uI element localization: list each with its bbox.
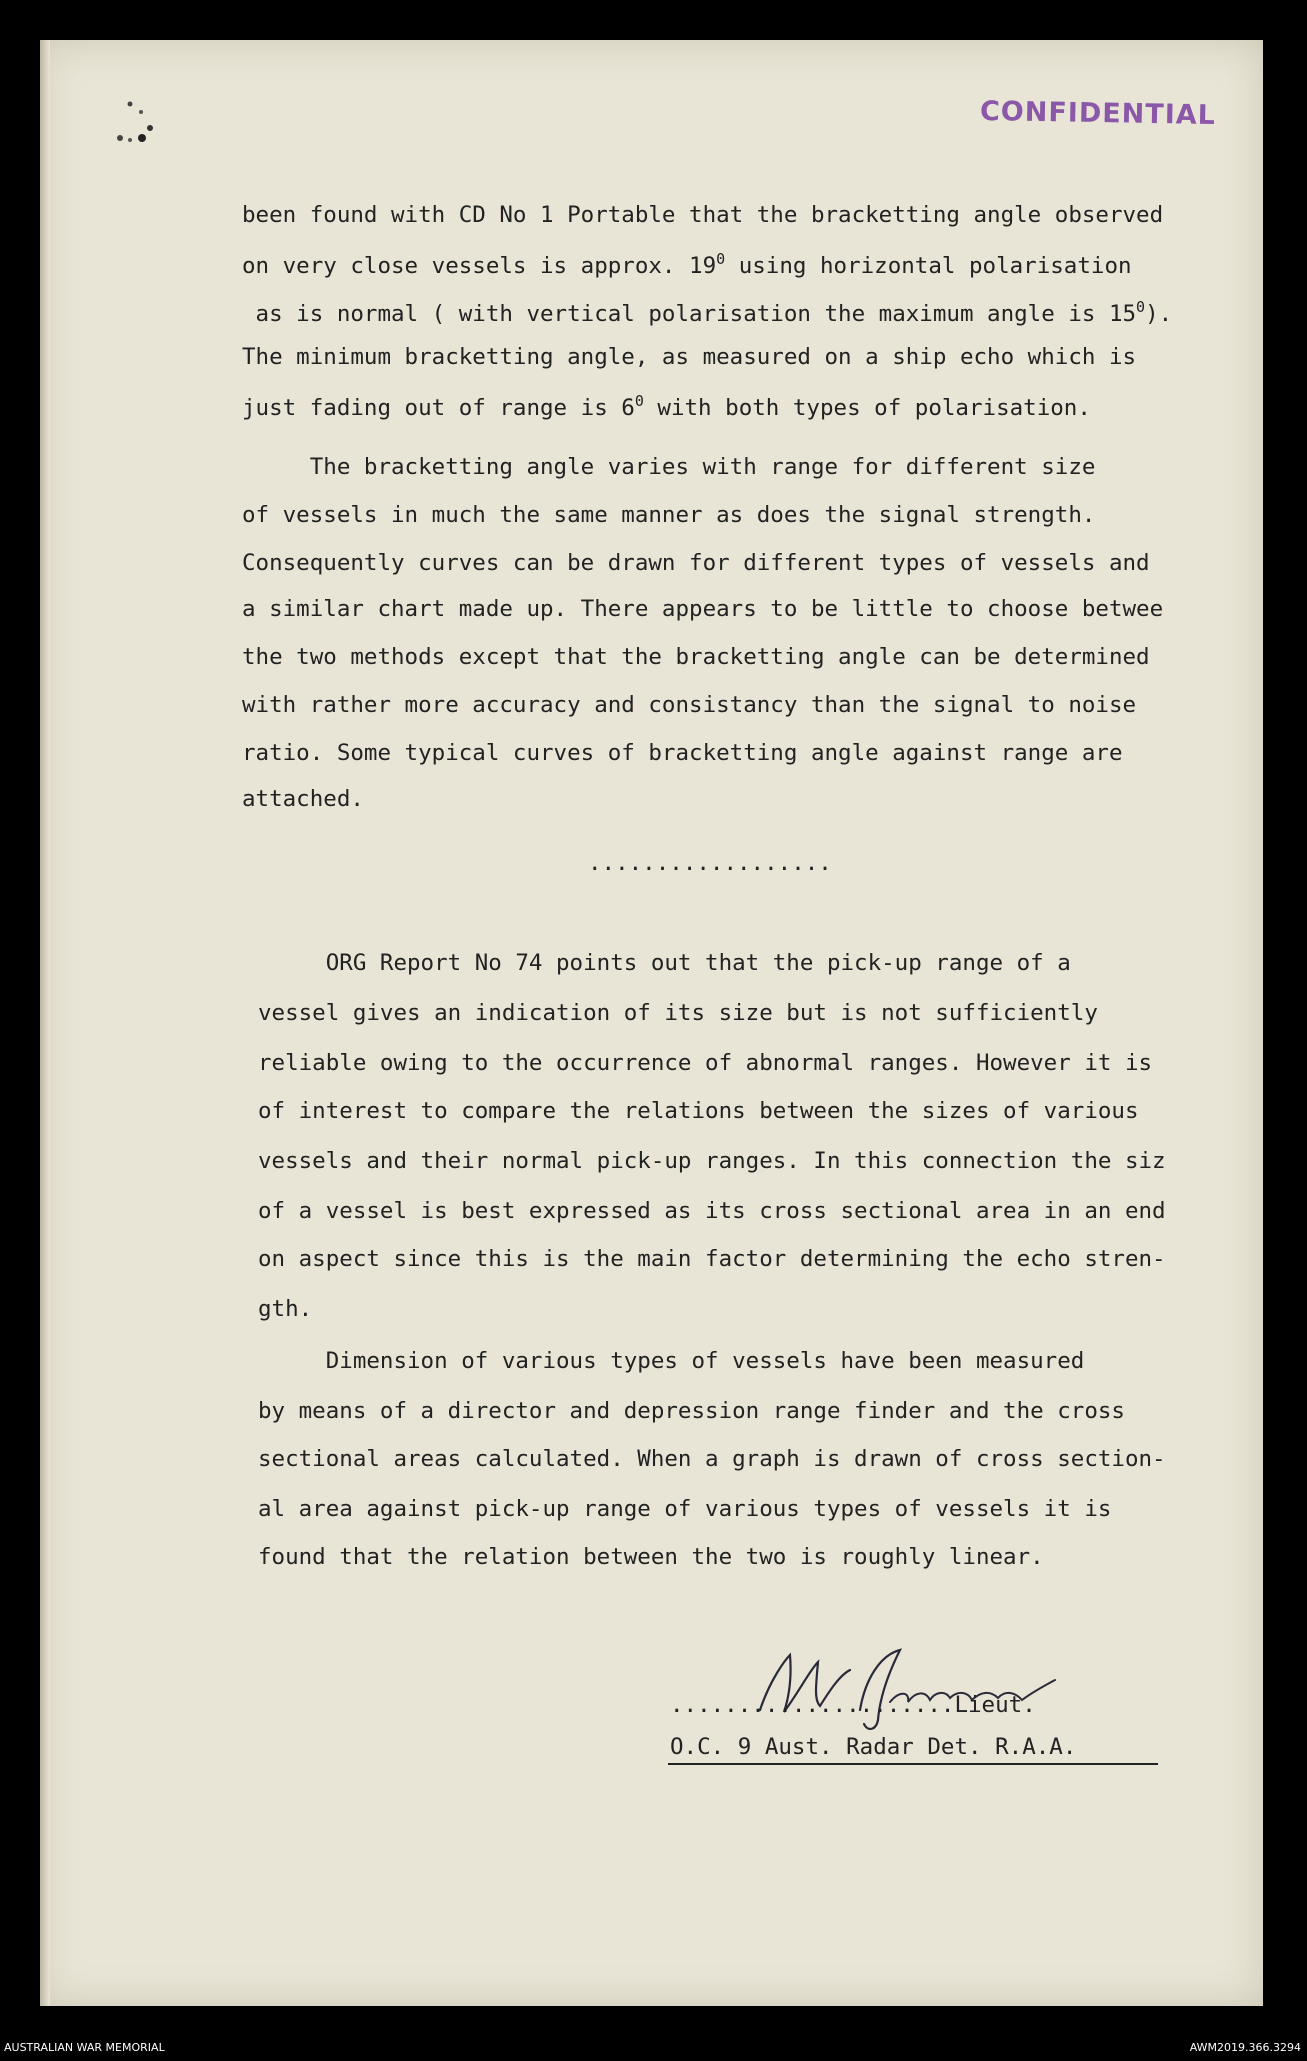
text-line: with rather more accuracy and consistancy than the signal to noise <box>242 692 1137 718</box>
text-line: ratio. Some typical curves of bracketting angle against range are <box>242 740 1123 766</box>
section-separator: .................. <box>588 850 832 876</box>
paragraph-2 <box>242 454 1164 812</box>
text-line: ORG Report No 74 points out that the pick-up range of a <box>258 950 1071 976</box>
footer-accession-number: AWM2019.366.3294 <box>1189 2041 1301 2054</box>
paragraph-1 <box>242 202 1173 421</box>
text-line: of vessels in much the same manner as does the signal strength. <box>242 502 1096 528</box>
text-line: found that the relation between the two is roughly linear. <box>258 1544 1044 1570</box>
paper-edge <box>40 40 50 2006</box>
paragraph-4 <box>258 1348 1166 1570</box>
punch-holes-icon <box>110 98 190 168</box>
text-line: of interest to compare the relations between the sizes of various <box>258 1098 1139 1124</box>
paragraph-3 <box>258 950 1166 1322</box>
text-line: attached. <box>242 786 364 812</box>
text-line: Dimension of various types of vessels have been measured <box>258 1348 1085 1374</box>
text-line: sectional areas calculated. When a graph is drawn of cross section- <box>258 1446 1166 1472</box>
signature-underline <box>668 1763 1158 1765</box>
text-line: on very close vessels is approx. $19^0$ using horizontal polarisation <box>242 250 1132 279</box>
text-line: on aspect since this is the main factor determining the echo stren- <box>258 1246 1166 1272</box>
text-line: of a vessel is best expressed as its cross sectional area in an end <box>258 1198 1166 1224</box>
footer-institution: AUSTRALIAN WAR MEMORIAL <box>4 2041 165 2054</box>
text-line: the two methods except that the bracketting angle can be determined <box>242 644 1150 670</box>
text-line: The minimum bracketting angle, as measured on a ship echo which is <box>242 344 1137 370</box>
text-line: Consequently curves can be drawn for different types of vessels and <box>242 550 1150 576</box>
text-line: reliable owing to the occurrence of abnormal ranges. However it is <box>258 1050 1153 1076</box>
text-line: gth. <box>258 1296 313 1322</box>
signature-dots-line: .....................Lieut. <box>670 1692 1036 1718</box>
text-line: vessel gives an indication of its size but is not sufficiently <box>258 1000 1098 1026</box>
confidential-stamp: CONFIDENTIAL <box>979 95 1217 132</box>
text-line: by means of a director and depression range finder and the cross <box>258 1398 1125 1424</box>
signature-title: O.C. 9 Aust. Radar Det. R.A.A. <box>670 1734 1077 1760</box>
text-line: been found with CD No 1 Portable that the bracketting angle observed <box>242 202 1164 228</box>
text-line: vessels and their normal pick-up ranges. In this connection the siz <box>258 1148 1166 1174</box>
text-line: a similar chart made up. There appears to be little to choose betwee <box>242 596 1164 622</box>
text-line: just fading out of range is $6^0$ with both types of polarisation. <box>242 392 1091 421</box>
document-page <box>40 40 1263 2006</box>
text-line: The bracketting angle varies with range for different size <box>242 454 1096 480</box>
text-line: al area against pick-up range of various types of vessels it is <box>258 1496 1112 1522</box>
text-line: as is normal ( with vertical polarisation the maximum angle is $15^0$). <box>242 298 1173 327</box>
